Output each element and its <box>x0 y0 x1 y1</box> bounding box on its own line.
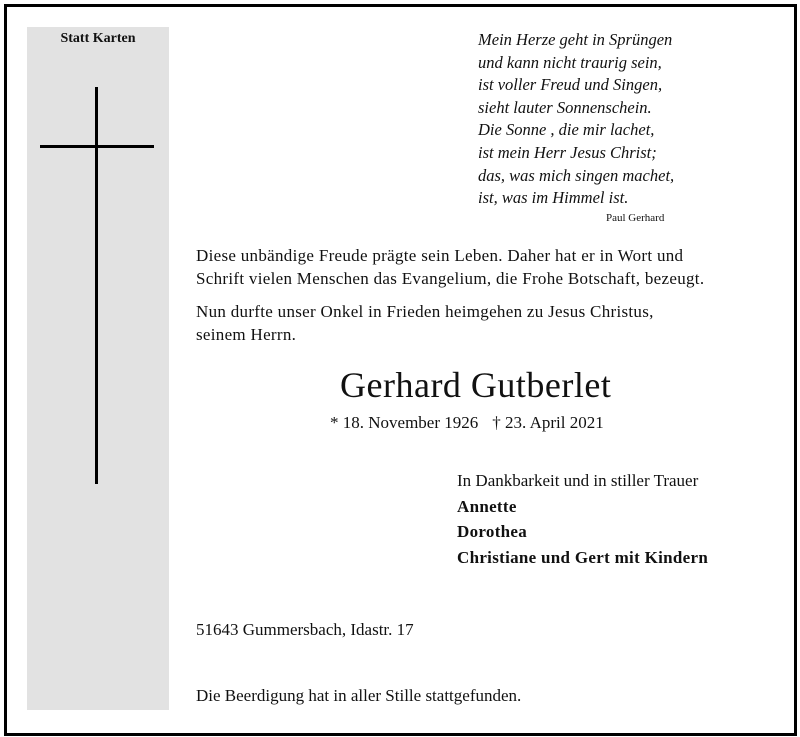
address: 51643 Gummersbach, Idastr. 17 <box>196 620 414 639</box>
poem-author: Paul Gerhard <box>606 212 665 224</box>
mourner-name: Dorothea <box>457 522 528 541</box>
poem-line: Die Sonne , die mir lachet, <box>478 120 655 140</box>
cross-icon-bar <box>40 145 154 148</box>
paragraph-line: seinem Herrn. <box>196 324 297 344</box>
poem-line: ist, was im Himmel ist. <box>478 188 629 208</box>
paragraph-passing <box>196 301 654 346</box>
poem-line: und kann nicht traurig sein, <box>478 52 662 72</box>
paragraph-line: Schrift vielen Menschen das Evangelium, die Frohe Botschaft, bezeugt. <box>196 268 705 288</box>
mourners-block <box>457 468 708 570</box>
poem-line: ist voller Freud und Singen, <box>478 75 663 95</box>
sidebar <box>27 27 169 710</box>
poem-line: ist mein Herr Jesus Christ; <box>478 142 657 162</box>
mourning-intro: In Dankbarkeit und in stiller Trauer <box>457 471 699 490</box>
mourner-name: Annette <box>457 496 517 516</box>
statt-karten-label: Statt Karten <box>60 31 136 46</box>
poem-line: das, was mich singen machet, <box>478 165 675 185</box>
paragraph-line: Diese unbändige Freude prägte sein Leben. Daher hat er in Wort und <box>196 246 684 265</box>
life-dates <box>330 413 604 433</box>
burial-note: Die Beerdigung hat in aller Stille stattgefunden. <box>196 686 522 705</box>
poem-line: sieht lauter Sonnenschein. <box>478 97 652 117</box>
birth-date: * 18. November 1926 <box>330 413 479 432</box>
paragraph-life <box>196 245 704 290</box>
mourner-name: Christiane und Gert mit Kindern <box>457 547 709 567</box>
deceased-name: Gerhard Gutberlet <box>340 365 612 405</box>
poem-line: Mein Herze geht in Sprüngen <box>478 30 673 49</box>
poem <box>478 29 674 210</box>
paragraph-line: Nun durfte unser Onkel in Frieden heimgehen zu Jesus Christus, <box>196 302 654 321</box>
death-date: † 23. April 2021 <box>492 413 604 432</box>
